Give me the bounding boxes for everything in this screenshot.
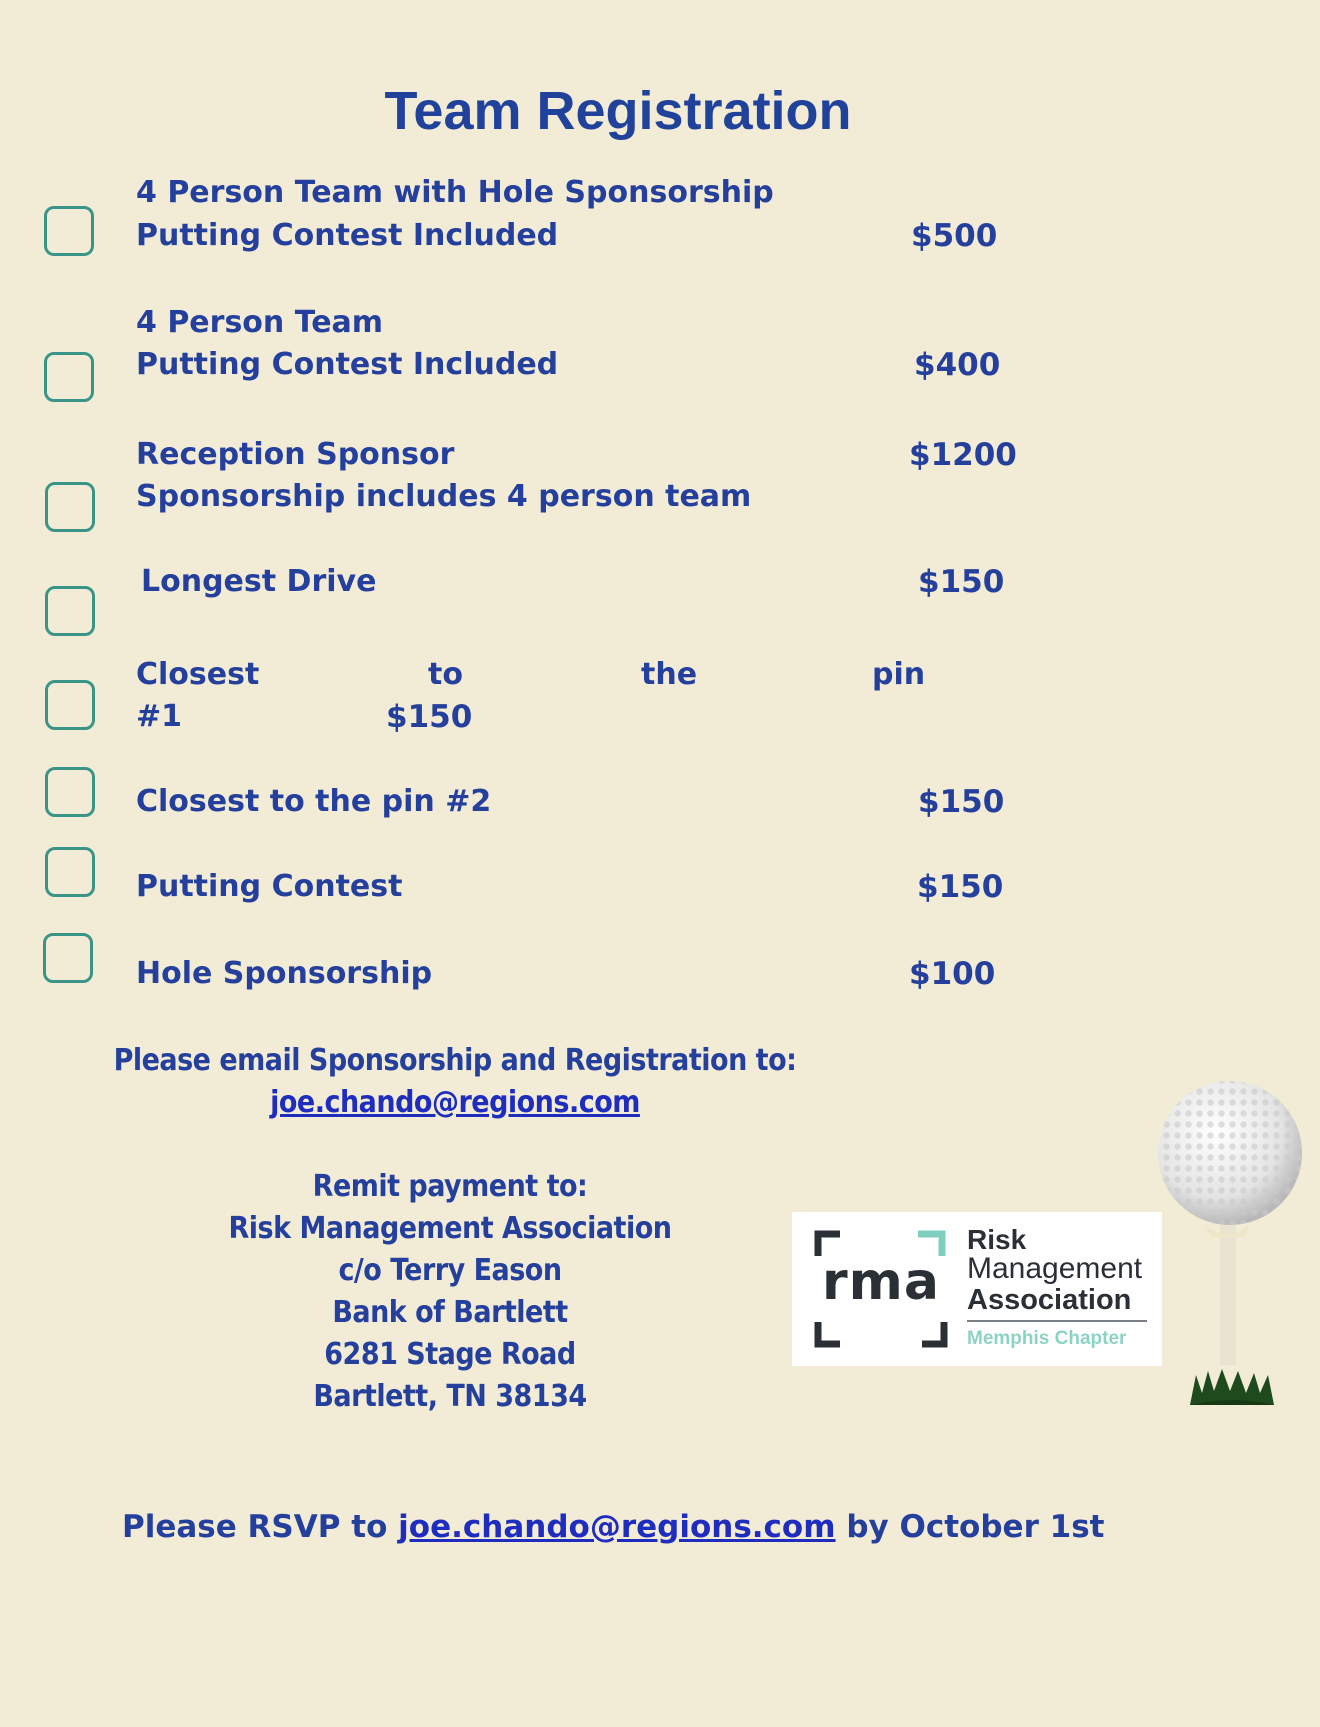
option-5-word-to: to [428, 657, 463, 692]
logo-association: Association [967, 1284, 1132, 1316]
option-1-price: $500 [911, 218, 998, 254]
option-5-word-closest: Closest [136, 657, 260, 692]
option-6-price: $150 [918, 784, 1005, 820]
logo-management: Management [967, 1252, 1143, 1285]
checkbox-closest-to-pin-2[interactable] [45, 767, 95, 817]
option-8-price: $100 [909, 956, 996, 992]
logo-risk: Risk [967, 1224, 1027, 1255]
option-8-line-1: Hole Sponsorship [136, 956, 433, 991]
checkbox-closest-to-pin-1[interactable] [45, 680, 95, 730]
option-1-line-1: 4 Person Team with Hole Sponsorship [136, 175, 774, 210]
rsvp-line [122, 1509, 1105, 1545]
option-3-line-1: Reception Sponsor [136, 437, 455, 472]
registration-email-link[interactable]: joe.chando@regions.com [270, 1085, 640, 1120]
email-section [110, 1040, 800, 1124]
option-2-line-1: 4 Person Team [136, 305, 384, 340]
checkbox-reception-sponsor[interactable] [45, 482, 95, 532]
option-3-line-2: Sponsorship includes 4 person team [136, 479, 752, 514]
option-7-price: $150 [917, 869, 1004, 905]
rma-logo [792, 1212, 1162, 1366]
option-4-line-1: Longest Drive [141, 564, 377, 599]
option-5-line-2: #1 [136, 699, 183, 734]
remit-heading: Remit payment to: [312, 1169, 588, 1204]
rsvp-suffix: by October 1st [835, 1509, 1105, 1545]
option-2-price: $400 [914, 347, 1001, 383]
option-5-word-pin: pin [872, 657, 926, 692]
option-4-price: $150 [918, 564, 1005, 600]
remit-line-1: Risk Management Association [228, 1211, 672, 1246]
checkbox-putting-contest[interactable] [45, 847, 95, 897]
page-title: Team Registration [384, 81, 852, 141]
option-5-word-the: the [641, 657, 698, 692]
logo-divider [967, 1320, 1147, 1322]
rsvp-email-link[interactable]: joe.chando@regions.com [398, 1509, 836, 1545]
rma-mark: rma [822, 1252, 940, 1312]
option-2-line-2: Putting Contest Included [136, 347, 559, 382]
option-1-line-2: Putting Contest Included [136, 218, 559, 253]
remit-line-5: Bartlett, TN 38134 [313, 1379, 587, 1414]
remit-line-4: 6281 Stage Road [324, 1337, 576, 1372]
remit-line-2: c/o Terry Eason [338, 1253, 562, 1288]
checkbox-longest-drive[interactable] [45, 586, 95, 636]
checkbox-hole-sponsorship[interactable] [43, 933, 93, 983]
option-7-line-1: Putting Contest [136, 869, 403, 904]
option-3-price: $1200 [909, 437, 1017, 473]
remit-line-3: Bank of Bartlett [332, 1295, 568, 1330]
golf-ball-on-tee-icon [1150, 1075, 1320, 1425]
remit-section [190, 1166, 710, 1418]
rsvp-prefix: Please RSVP to [122, 1509, 399, 1545]
email-heading: Please email Sponsorship and Registration to: [113, 1043, 797, 1078]
option-5-price: $150 [386, 699, 473, 735]
checkbox-4-person-team-hole-sponsorship[interactable] [44, 206, 94, 256]
logo-chapter: Memphis Chapter [967, 1328, 1127, 1349]
checkbox-4-person-team[interactable] [44, 352, 94, 402]
option-6-line-1: Closest to the pin #2 [136, 784, 492, 819]
